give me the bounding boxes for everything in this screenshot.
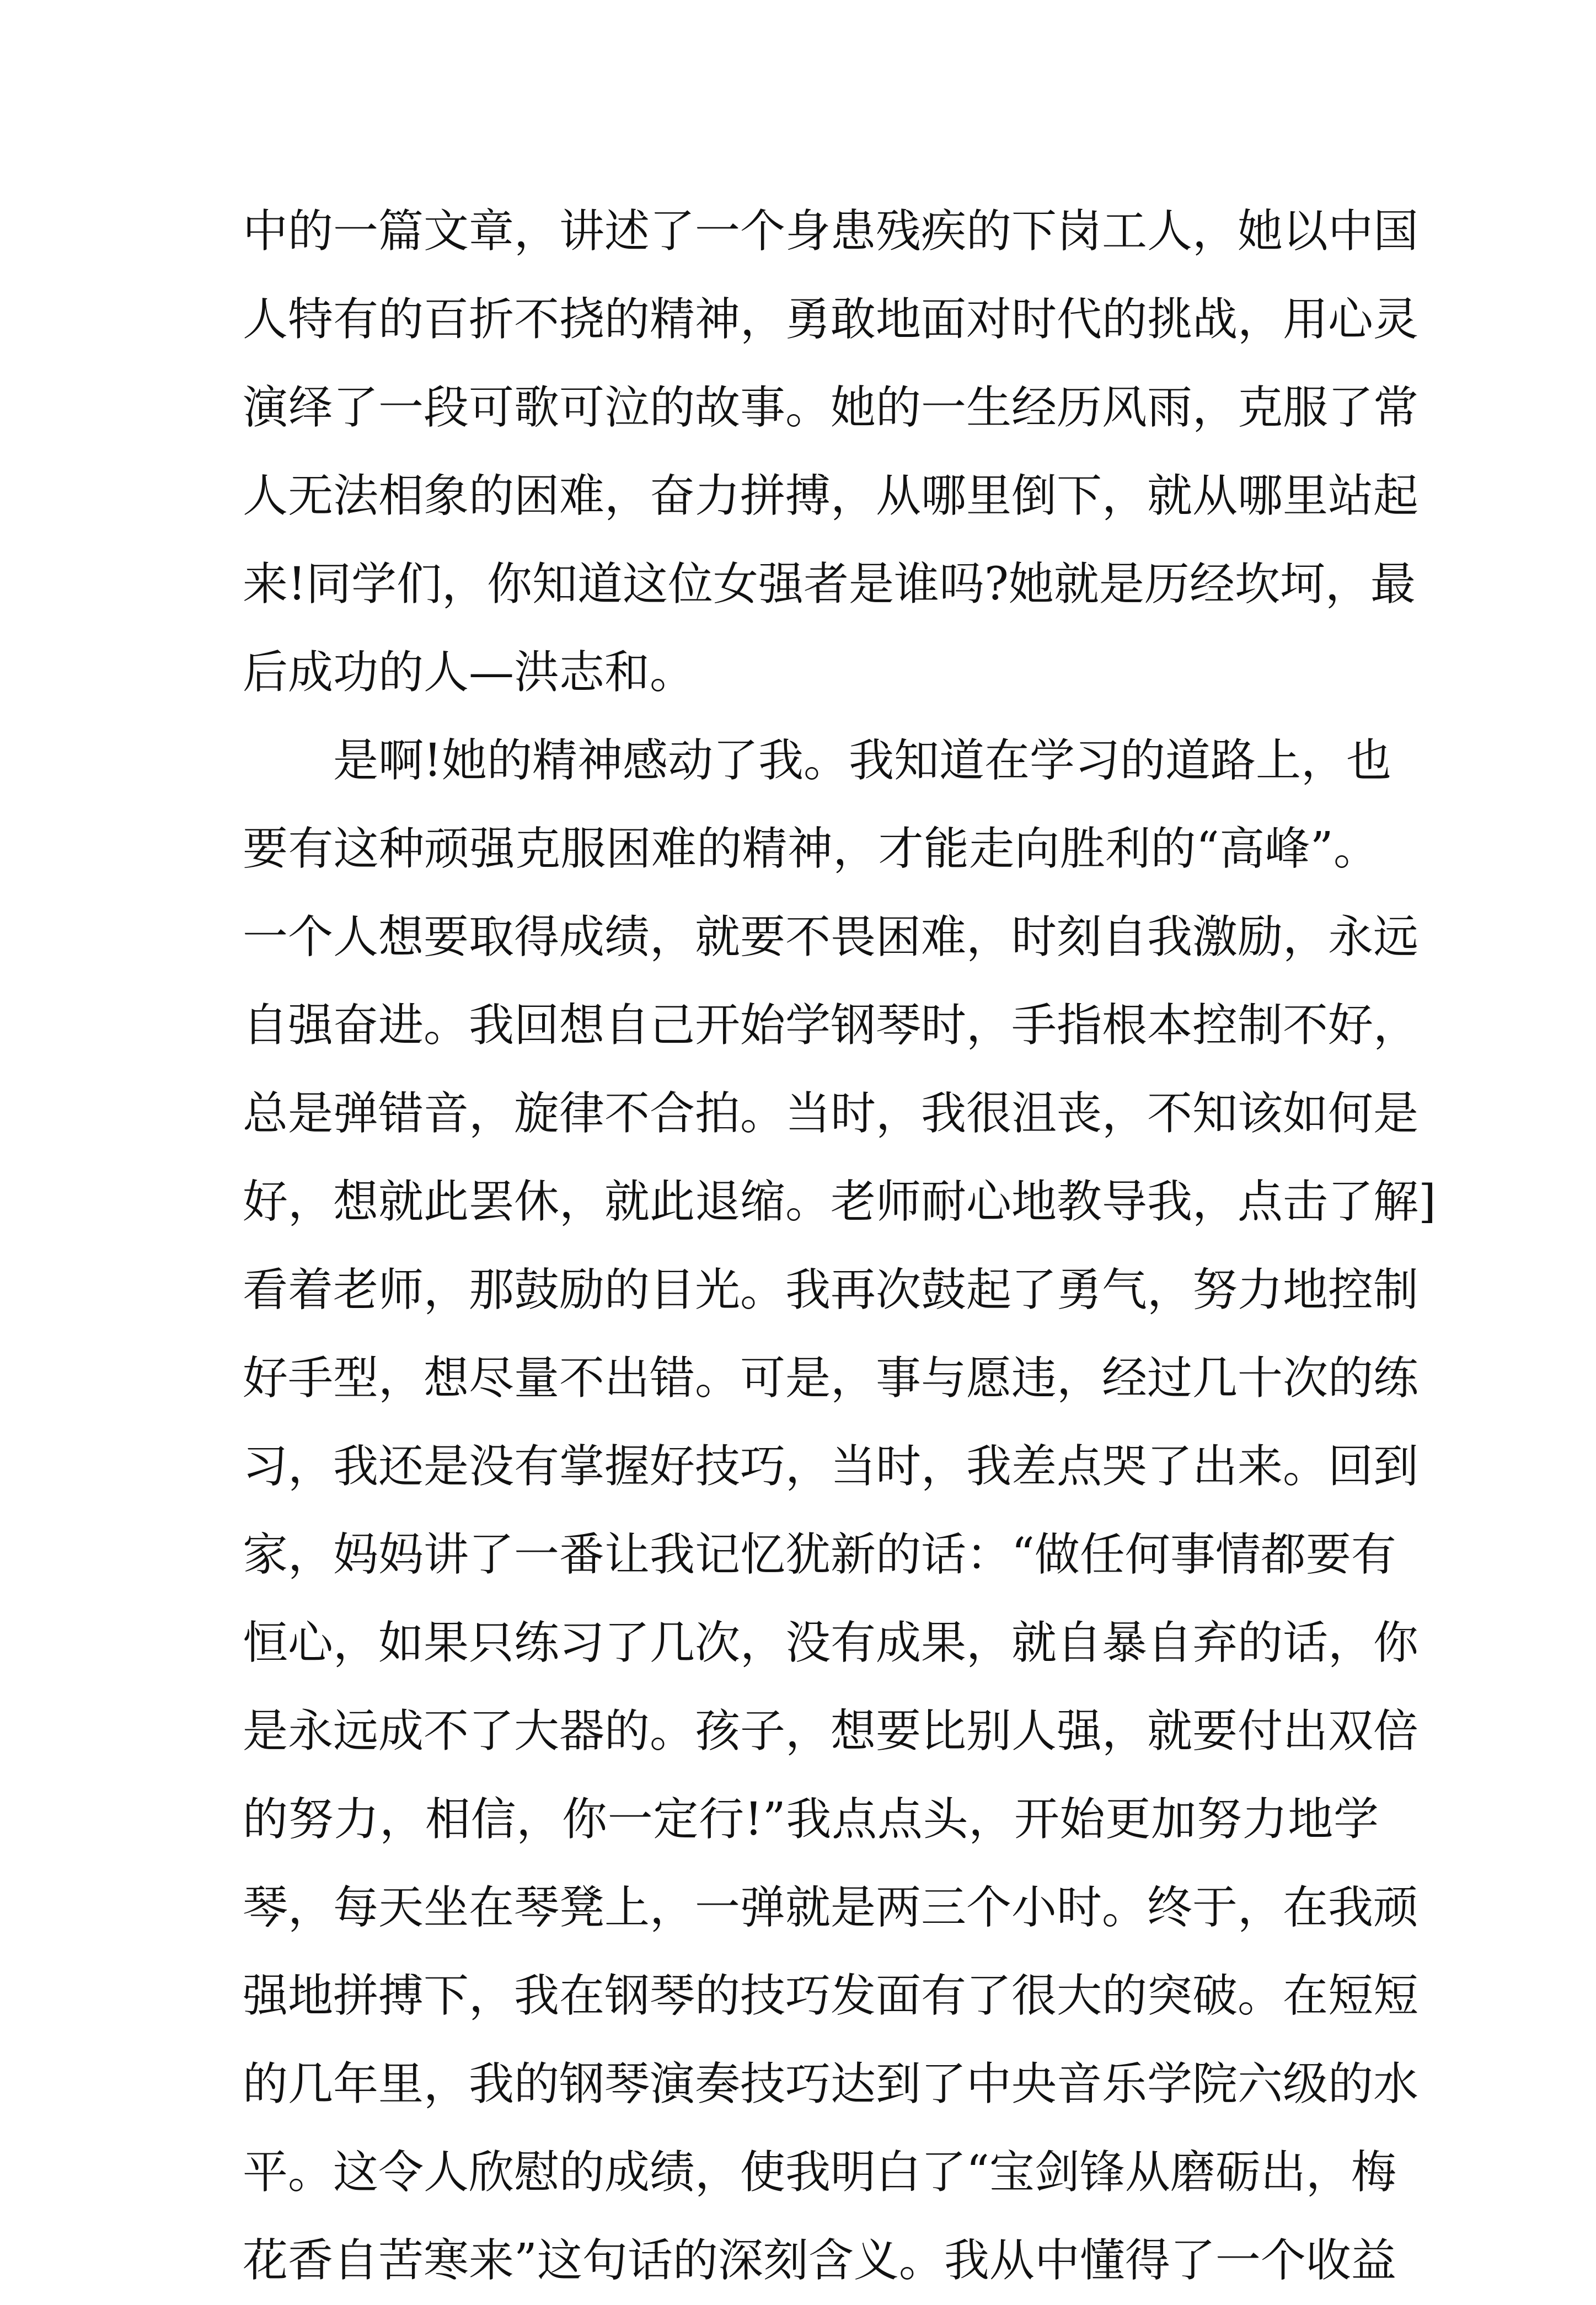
text-line: 中的一篇文章，讲述了一个身患残疾的下岗工人，她以中国 — [243, 205, 1419, 258]
text-line: 的几年里，我的钢琴演奏技巧达到了中央音乐学院六级的水 — [243, 2058, 1419, 2110]
text-line: 总是弹错音，旋律不合拍。当时，我很沮丧，不知该如何是 — [243, 1087, 1419, 1140]
text-line: 强地拼搏下，我在钢琴的技巧发面有了很大的突破。在短短 — [243, 1970, 1419, 2022]
text-line: 人无法相象的困难，奋力拼搏，从哪里倒下，就从哪里站起 — [243, 470, 1419, 522]
text-line: 自强奋进。我回想自己开始学钢琴时，手指根本控制不好， — [243, 999, 1419, 1052]
text-line: 一个人想要取得成绩，就要不畏困难，时刻自我激励，永远 — [243, 911, 1419, 963]
text-line: 人特有的百折不挠的精神，勇敢地面对时代的挑战，用心灵 — [243, 293, 1419, 346]
text-line: 是永远成不了大器的。孩子，想要比别人强，就要付出双倍 — [243, 1705, 1419, 1757]
text-line: 琴，每天坐在琴凳上，一弹就是两三个小时。终于，在我顽 — [243, 1881, 1419, 1934]
text-line: 好手型，想尽量不出错。可是，事与愿违，经过几十次的练 — [243, 1352, 1419, 1405]
text-line: 的努力，相信，你一定行!”我点点头，开始更加努力地学 — [243, 1793, 1379, 1846]
text-line: 后成功的人—洪志和。 — [243, 646, 695, 699]
text-line: 好，想就此罢休，就此退缩。老师耐心地教导我，点击了解] — [243, 1176, 1436, 1228]
text-line: 花香自苦寒来”这句话的深刻含义。我从中懂得了一个收益 — [243, 2234, 1396, 2287]
text-line: 习，我还是没有掌握好技巧，当时，我差点哭了出来。回到 — [243, 1440, 1419, 1493]
text-line: 平。这令人欣慰的成绩，使我明白了“宝剑锋从磨砺出，梅 — [243, 2146, 1396, 2199]
text-line: 要有这种顽强克服困难的精神，才能走向胜利的“高峰”。 — [243, 823, 1379, 875]
text-line: 演绎了一段可歌可泣的故事。她的一生经历风雨，克服了常 — [243, 382, 1419, 434]
text-line: 恒心，如果只练习了几次，没有成果，就自暴自弃的话，你 — [243, 1617, 1419, 1669]
text-line: 是啊!她的精神感动了我。我知道在学习的道路上，也 — [333, 735, 1391, 787]
text-line: 家，妈妈讲了一番让我记忆犹新的话：“做任何事情都要有 — [243, 1529, 1396, 1581]
text-line: 来!同学们，你知道这位女强者是谁吗?她就是历经坎坷，最 — [243, 558, 1416, 610]
text-line: 看着老师，那鼓励的目光。我再次鼓起了勇气，努力地控制 — [243, 1264, 1419, 1316]
